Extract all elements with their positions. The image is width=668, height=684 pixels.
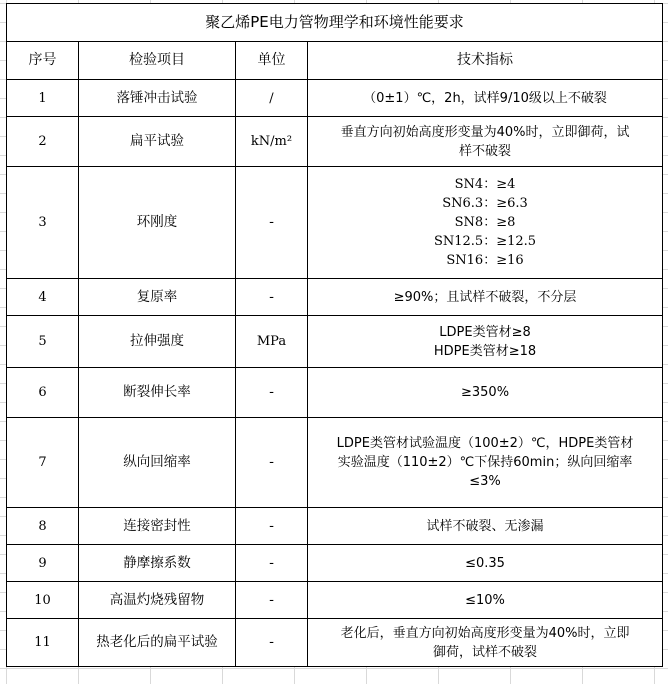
cell-unit[interactable]: kN/m² bbox=[236, 117, 308, 167]
table-row bbox=[7, 508, 663, 545]
cell-item[interactable]: 环刚度 bbox=[79, 167, 236, 279]
cell-index[interactable]: 11 bbox=[7, 619, 79, 667]
table-title[interactable]: 聚乙烯PE电力管物理学和环境性能要求 bbox=[7, 4, 663, 42]
spec-line: LDPE类管材≥8 bbox=[439, 324, 531, 340]
header-item[interactable]: 检验项目 bbox=[79, 42, 236, 80]
cell-index[interactable]: 9 bbox=[7, 545, 79, 582]
cell-unit[interactable]: - bbox=[236, 619, 308, 667]
header-index[interactable]: 序号 bbox=[7, 42, 79, 80]
cell-spec[interactable] bbox=[308, 279, 663, 316]
spec-line: 垂直方向初始高度形变量为40%时，立即御荷，试 bbox=[340, 124, 630, 140]
cell-unit[interactable]: - bbox=[236, 279, 308, 316]
table-row bbox=[7, 80, 663, 117]
spec-line: ≤10% bbox=[465, 592, 505, 608]
cell-item[interactable]: 拉伸强度 bbox=[79, 316, 236, 368]
spec-line: SN8：≥8 bbox=[454, 215, 516, 230]
table-row bbox=[7, 368, 663, 418]
cell-item[interactable]: 落锤冲击试验 bbox=[79, 80, 236, 117]
spec-line: 御荷，试样不破裂 bbox=[433, 644, 538, 660]
table-row bbox=[7, 167, 663, 279]
spec-line: SN12.5：≥12.5 bbox=[433, 234, 537, 249]
cell-index[interactable]: 8 bbox=[7, 508, 79, 545]
cell-index[interactable]: 4 bbox=[7, 279, 79, 316]
cell-index[interactable]: 3 bbox=[7, 167, 79, 279]
cell-spec[interactable] bbox=[308, 368, 663, 418]
spec-line: LDPE类管材试验温度（100±2）℃，HDPE类管材 bbox=[336, 436, 634, 451]
title-row bbox=[7, 4, 663, 42]
cell-index[interactable]: 1 bbox=[7, 80, 79, 117]
cell-spec[interactable] bbox=[308, 619, 663, 667]
cell-index[interactable]: 10 bbox=[7, 582, 79, 619]
cell-spec[interactable] bbox=[308, 80, 663, 117]
spec-line: 样不破裂 bbox=[459, 143, 512, 159]
cell-index[interactable]: 6 bbox=[7, 368, 79, 418]
cell-unit[interactable]: MPa bbox=[236, 316, 308, 368]
table-row bbox=[7, 582, 663, 619]
cell-spec[interactable] bbox=[308, 545, 663, 582]
cell-index[interactable]: 5 bbox=[7, 316, 79, 368]
cell-item[interactable]: 断裂伸长率 bbox=[79, 368, 236, 418]
spec-line: 老化后，垂直方向初始高度形变量为40%时，立即 bbox=[340, 625, 630, 641]
spec-line: 实验温度（110±2）℃下保持60min；纵向回缩率 bbox=[337, 455, 633, 470]
cell-index[interactable]: 2 bbox=[7, 117, 79, 167]
cell-item[interactable]: 扁平试验 bbox=[79, 117, 236, 167]
cell-unit[interactable]: - bbox=[236, 167, 308, 279]
cell-spec[interactable] bbox=[308, 167, 663, 279]
table-row bbox=[7, 316, 663, 368]
spec-line: 试样不破裂、无渗漏 bbox=[426, 518, 544, 534]
spec-line: ≥350% bbox=[460, 385, 510, 400]
spec-line: SN4：≥4 bbox=[454, 177, 516, 192]
table-row bbox=[7, 279, 663, 316]
spec-line: ≥90%；且试样不破裂，不分层 bbox=[393, 289, 577, 305]
cell-unit[interactable]: - bbox=[236, 368, 308, 418]
cell-spec[interactable] bbox=[308, 418, 663, 508]
spec-line: SN16：≥16 bbox=[446, 253, 524, 268]
spec-line: （0±1）℃，2h，试样9/10级以上不破裂 bbox=[363, 90, 607, 106]
cell-item[interactable]: 连接密封性 bbox=[79, 508, 236, 545]
cell-unit[interactable]: - bbox=[236, 545, 308, 582]
spec-line: SN6.3：≥6.3 bbox=[442, 196, 528, 211]
table-row bbox=[7, 619, 663, 667]
cell-spec[interactable] bbox=[308, 582, 663, 619]
spec-line: ≤3% bbox=[469, 474, 501, 489]
spec-line: ≤0.35 bbox=[465, 555, 505, 571]
cell-item[interactable]: 静摩擦系数 bbox=[79, 545, 236, 582]
cell-spec[interactable] bbox=[308, 117, 663, 167]
cell-spec[interactable] bbox=[308, 316, 663, 368]
cell-item[interactable]: 高温灼烧残留物 bbox=[79, 582, 236, 619]
cell-item[interactable]: 复原率 bbox=[79, 279, 236, 316]
cell-unit[interactable]: - bbox=[236, 508, 308, 545]
cell-item[interactable]: 热老化后的扁平试验 bbox=[79, 619, 236, 667]
table-row bbox=[7, 545, 663, 582]
spec-line: HDPE类管材≥18 bbox=[433, 343, 537, 359]
table-row bbox=[7, 117, 663, 167]
header-unit[interactable]: 单位 bbox=[236, 42, 308, 80]
header-row bbox=[7, 42, 663, 80]
cell-index[interactable]: 7 bbox=[7, 418, 79, 508]
cell-item[interactable]: 纵向回缩率 bbox=[79, 418, 236, 508]
cell-unit[interactable]: - bbox=[236, 582, 308, 619]
requirements-table bbox=[6, 3, 663, 667]
header-spec[interactable]: 技术指标 bbox=[308, 42, 663, 80]
table-row bbox=[7, 418, 663, 508]
cell-spec[interactable] bbox=[308, 508, 663, 545]
cell-unit[interactable]: - bbox=[236, 418, 308, 508]
cell-unit[interactable]: / bbox=[236, 80, 308, 117]
